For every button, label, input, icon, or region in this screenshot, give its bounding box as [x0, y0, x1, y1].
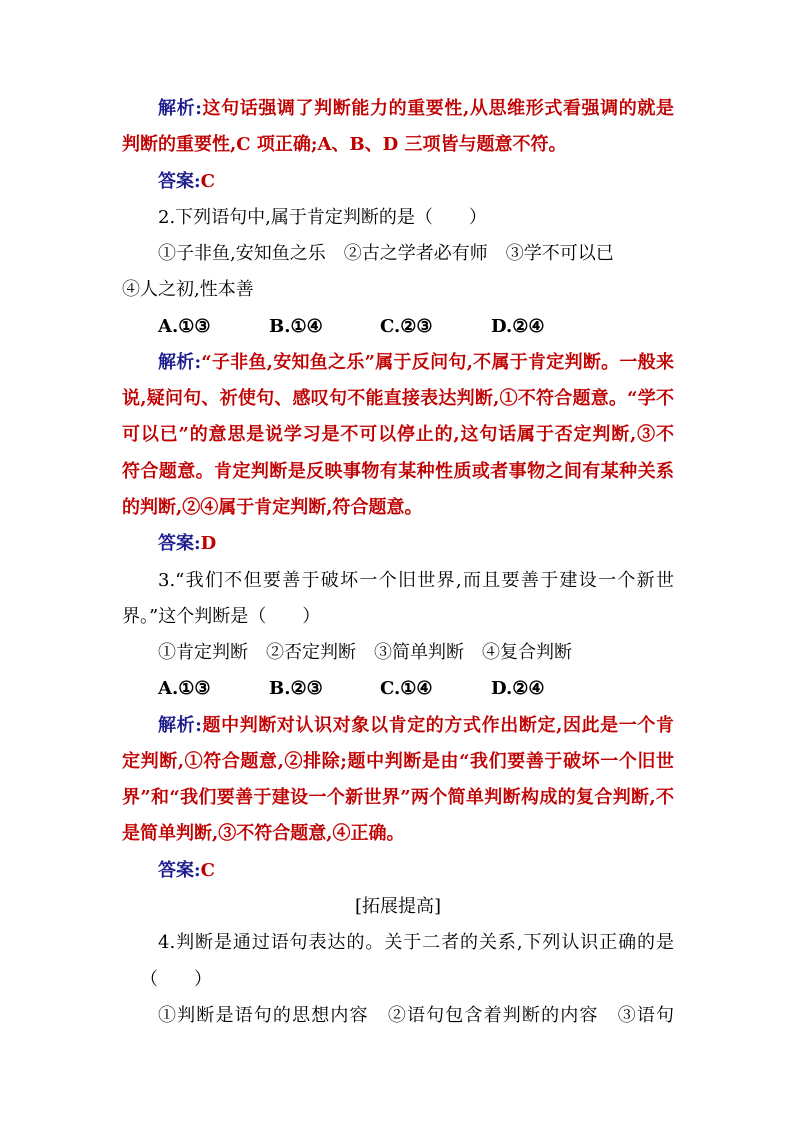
q3-statements: ①肯定判断 ②否定判断 ③简单判断 ④复合判断 [158, 642, 572, 663]
q2-analysis-line-2: 说,疑问句、祈使句、感叹句不能直接表达判断,①不符合题意。“学不 [122, 388, 674, 409]
q3-options [158, 670, 674, 707]
q3-analysis-text-1: 题中判断对认识对象以肯定的方式作出断定,因此是一个肯 [201, 715, 674, 736]
q3-option-a: A.①③ [158, 678, 211, 699]
q1-answer-label: 答案: [158, 171, 201, 192]
q2-option-b: B.①④ [269, 316, 323, 337]
q3-analysis-label: 解析: [158, 715, 202, 736]
q3-answer [158, 852, 674, 889]
q2-analysis-line-4: 符合题意。肯定判断是反映事物有某种性质或者事物之间有某种关系 [122, 461, 674, 482]
q1-analysis-line-1 [158, 90, 674, 127]
q2-statements-line-2: ④人之初,性本善 [122, 279, 254, 300]
q3-analysis-line-4: 是简单判断,③不符合题意,④正确。 [122, 823, 405, 844]
q3-option-c: C.①④ [380, 678, 433, 699]
q2-option-c: C.②③ [380, 316, 433, 337]
q2-option-d: D.②④ [491, 316, 545, 337]
q4-stem: 4.判断是通过语句表达的。关于二者的关系,下列认识正确的是 [158, 932, 674, 953]
q3-stem-line-1: 3.“我们不但要善于破坏一个旧世界,而且要善于建设一个新世 [158, 570, 674, 591]
q2-analysis-line-3: 可以已”的意思是说学习是不可以停止的,这句话属于否定判断,③不 [122, 424, 674, 445]
q1-answer-value: C [200, 171, 215, 192]
q2-analysis-line-1 [158, 344, 674, 381]
q1-analysis-line-2: 判断的重要性,C 项正确;A、B、D 三项皆与题意不符。 [122, 134, 567, 155]
q2-analysis-label: 解析: [158, 352, 202, 373]
q1-analysis-text-1: 这句话强调了判断能力的重要性,从思维形式看强调的就是 [201, 98, 674, 119]
q2-stem: 2.下列语句中,属于肯定判断的是（ ） [158, 207, 487, 228]
q3-answer-label: 答案: [158, 860, 201, 881]
q3-option-d: D.②④ [491, 678, 545, 699]
q2-analysis-line-5: 的判断,②④属于肯定判断,符合题意。 [122, 497, 423, 518]
q2-analysis-text-1: “子非鱼,安知鱼之乐”属于反问句,不属于肯定判断。一般来 [201, 352, 674, 373]
q3-stem-line-2: 界。”这个判断是（ ） [122, 606, 321, 627]
q2-answer [158, 525, 674, 562]
q2-option-a: A.①③ [158, 316, 211, 337]
q1-analysis-label: 解析: [158, 98, 202, 119]
q2-statements-line-1: ①子非鱼,安知鱼之乐 ②古之学者必有师 ③学不可以已 [158, 243, 614, 264]
q3-option-b: B.②③ [269, 678, 323, 699]
q3-analysis-line-3: 界”和“我们要善于建设一个新世界”两个简单判断构成的复合判断,不 [122, 787, 674, 808]
q4-answer-blank: （ ） [140, 969, 212, 990]
q1-answer [158, 163, 674, 200]
q4-statements-line-1: ①判断是语句的思想内容 ②语句包含着判断的内容 ③语句 [158, 1005, 674, 1026]
q3-answer-value: C [200, 860, 215, 881]
q2-answer-label: 答案: [158, 533, 201, 554]
q3-analysis-line-1 [158, 707, 674, 744]
q2-answer-value: D [200, 533, 217, 554]
q3-analysis-line-2: 定判断,①符合题意,②排除;题中判断是由“我们要善于破坏一个旧世 [122, 751, 674, 772]
q2-options [158, 308, 674, 345]
section-heading: [拓展提高] [354, 896, 442, 917]
